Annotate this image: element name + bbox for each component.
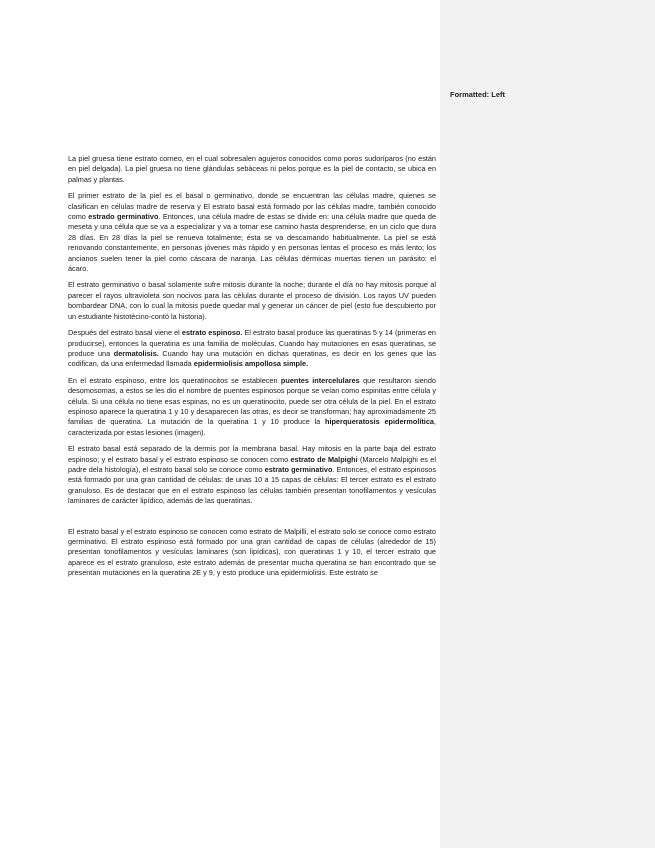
- paragraph: [68, 527, 436, 579]
- text-run: En el estrato espinoso, entre los queratinocitos se establecen: [68, 375, 281, 385]
- text-run: . Entonces, una célula madre de estas se divide en: una célula madre que queda de meseta y una célula que se va a especializar y va a tomar ese camino hasta desprenderse, en un ciclo que dura 28 días. En 28 días la piel se renueva totalmente; ésta se va descamando habitualmente. La piel se está renovando constantemente, en personas jóvenes más rápido y en personas lentas el proceso es más lento; los ancianos suelen tener la piel como cáscara de naranja. Las células dérmicas muertas tienen un parásito: el ácaro.: [68, 212, 436, 274]
- bold-term: estrado germinativo: [88, 212, 159, 222]
- paragraph: [68, 444, 436, 506]
- comment-margin-pane: [440, 0, 655, 848]
- paragraph: [68, 328, 436, 370]
- bold-term: puentes intercelulares: [280, 375, 360, 385]
- bold-term: estrato espinoso.: [181, 328, 243, 338]
- text-run: El estrato basal está separado de la dermis por la membrana basal. Hay mitosis en la parte baja del estrato espinoso; y el estrato basal y el estrato espinoso se conocen como: [68, 444, 436, 464]
- text-run: El primer estrato de la piel es el basal o germinativo, donde se encuentran las células madre, quienes se clasifican en células madre de reserva y El estrato basal está formado por las células madre, también conocido como: [68, 191, 436, 222]
- paragraph: [68, 154, 436, 185]
- formatting-comment[interactable]: Formatted: Left: [450, 90, 505, 99]
- bold-term: epidermiolisis ampollosa simple.: [193, 359, 309, 369]
- text-run: El estrato basal produce las queratinas 5 y 14 (primeras en producirse), entonces la queratina es una familia de moléculas. Cuando hay mutaciones en esas queratinas, se produce una: [68, 328, 436, 358]
- bold-term: hiperqueratosis epidermolítica: [324, 417, 434, 427]
- paragraph: [68, 280, 436, 322]
- text-run: El estrato basal y el estrato espinoso se conocen como estrato de Malpilli, el estrato solo se conoce como estrato germinativo. El estrato espinoso está formado por una gran cantidad de capas de células (alrededor de 15) presentan tonofilamentos y vesículas laminares (son lipídicas), con queratinas 1 y 10, el tercer estrato que aparece es el estrato granuloso, este estrato además de presentar mucha queratina se han encontrado que se presentan mutaciones en la queratina 2E y 9, y esto produce una epidermiolisis. Este estrato se: [68, 526, 436, 578]
- text-run: que resultaron siendo desomosomas, a estos se les dio el nombre de puentes espinosos porque se veían como espinitas entre célula y célula. Si una célula no tiene esas espinas, no es un queratinocito, puede ser otra célula de la piel. En el estrato espinoso aparece la queratina 1 y 10 y desaparecen las otras, es decir se transforman; hay aproximadamente 25 familias de queratina. La mutación de la queratina 1 y 10 produce la: [68, 375, 436, 427]
- text-run: La piel gruesa tiene estrato corneo, en el cual sobresalen agujeros conocidos como poros sudoríparos (no están en piel delgada). La piel gruesa no tiene glándulas sebáceas ni pelos porque es la piel de contacto, se ubica en palmas y plantas.: [68, 154, 436, 184]
- text-run: Después del estrato basal viene el: [68, 328, 182, 338]
- bold-term: estrato germinativo: [264, 464, 333, 474]
- text-run: . Entonces, el estrato espinosos está formado por una gran cantidad de células: de unas 10 a 15 capas de células: El tercer estrato es el estrato granuloso. Es de destacar que en el estrato espinoso las células también presentan tonofilamentos y vesículas laminares de carácter lipídico, además de las queratinas.: [68, 464, 437, 506]
- paragraph: [68, 376, 436, 438]
- text-run: , caracterizada por estas lesiones (imagen).: [68, 417, 436, 437]
- paragraph: [68, 191, 436, 274]
- bold-term: estrato de Malpighi: [290, 454, 358, 464]
- text-run: (Marcelo Malpighi es el padre dela histología), el estrato basal solo se conoce como: [68, 454, 436, 474]
- text-run: Cuando hay una mutación en dichas queratinas, es decir en los genes que las codifican, da una enfermedad llamada: [68, 348, 437, 369]
- text-run: El estrato germinativo o basal solamente sufre mitosis durante la noche; durante el día no hay mitosis porque al parecer el rayos ultravioleta son nocivos para las células durante el proceso de división. Los rayos UV pueden bombardear DNA, con lo cual la mitosis puede quedar mal y generar un cáncer de piel (esto fue descubierto por un estudiante histotécino-contó la historia).: [68, 280, 436, 321]
- document-body: [68, 154, 436, 585]
- bold-term: dermatolisis.: [113, 348, 159, 358]
